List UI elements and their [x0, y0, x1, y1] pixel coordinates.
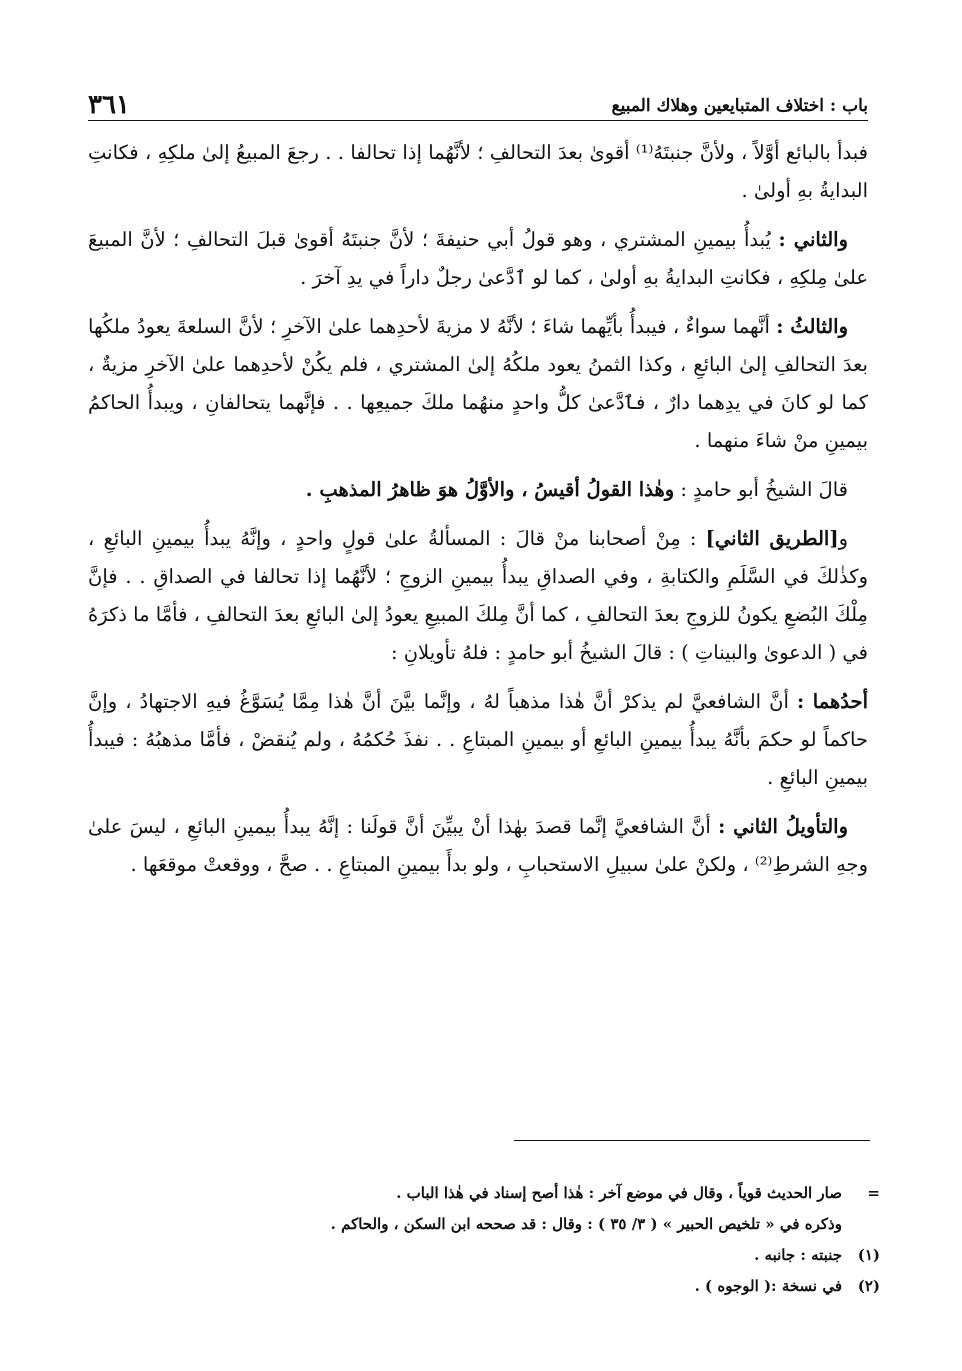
- paragraph-6-text: أنَّ الشافعيَّ لم يذكرْ أنَّ هٰذا مذهباً لهُ ، وإنَّما بيَّنَ أنَّ هٰذا مِمَّا يُسَوَّغُ فيهِ الاجتهادُ ، وإنَّ حاكماً لو حكمَ بأنَّهُ يبدأُ بيمينِ البائعِ أو بيمينِ المبتاعِ . . نفذَ حُكمُهُ ، ولم يُنقضْ ، فأمَّا مذهبُهُ : فيبدأُ بيمينِ البائعِ .: [88, 690, 868, 789]
- paragraph-3: [88, 308, 868, 460]
- paragraph-7-lead: والتأويلُ الثاني :: [718, 815, 848, 838]
- paragraph-5-text: : مِنْ أصحابنا منْ قالَ : المسألةُ علىٰ قولٍ واحدٍ ، وإنَّهُ يبدأُ بيمينِ البائعِ ، وكذٰلكَ في السَّلَمِ والكتابةِ ، وفي الصداقِ يبدأُ بيمينِ الزوجِ ؛ لأنَّهُما إذا تحالفا في الصداقِ . . فإنَّ مِلْكَ البُضعِ يكونُ للزوجِ بعدَ التحالفِ ، كما أنَّ مِلكَ المبيعِ يعودُ إلىٰ البائعِ بعدَ التحالفِ ، فأمَّا ما ذكرَهُ في ( الدعوىٰ والبيناتِ ) : قالَ الشيخُ أبو حامدٍ : فلهُ تأويلانِ :: [88, 527, 868, 664]
- running-title: باب : اختلاف المتبايعين وهلاك المبيع: [611, 96, 868, 116]
- paragraph-5-lead: [الطريق الثاني]: [705, 527, 839, 550]
- footnote-continuation-line-1: صار الحديث قوياً ، وقال في موضع آخر : هٰذا أصح إسناد في هٰذا الباب .: [396, 1184, 842, 1202]
- paragraph-6-lead: أحدُهما :: [796, 690, 868, 713]
- page-header: [88, 86, 868, 121]
- paragraph-7-text: أنَّ الشافعيَّ إنَّما قصدَ بهٰذا أنْ يبيِّنَ أنَّ قولَنا : إنَّهُ يبدأُ بيمينِ البائعِ ، ليسَ علىٰ وجهِ الشرطِ⁽²⁾ ، ولكنْ علىٰ سبيلِ الاستحبابِ ، ولو بدأَ بيمينِ المبتاعِ . . صحَّ ، ووقعتْ موقعَها .: [88, 815, 868, 876]
- paragraph-7: [88, 808, 868, 884]
- footnotes: [120, 1178, 880, 1302]
- paragraph-1: [88, 134, 868, 210]
- paragraph-4-bold: وهٰذا القولُ أقيسُ ، والأوَّلُ هوَ ظاهرُ المذهبِ .: [305, 478, 675, 501]
- paragraph-5: [88, 520, 868, 672]
- paragraph-1-text: فبدأ بالبائع أوَّلاً ، ولأنَّ جنبتَهُ⁽¹⁾ أقوىٰ بعدَ التحالفِ ؛ لأنَّهُما إذا تحالفا . . رجعَ المبيعُ إلىٰ ملكِهِ ، فكانتِ البدايةُ بهِ أولىٰ .: [88, 141, 868, 202]
- paragraph-2: [88, 221, 868, 297]
- main-text: [88, 134, 868, 895]
- paragraph-4-text: قالَ الشيخُ أبو حامدٍ :: [674, 478, 848, 501]
- footnote-2-marker: (٢): [857, 1277, 880, 1295]
- footnote-continuation: [120, 1178, 880, 1209]
- paragraph-4: [88, 471, 868, 509]
- paragraph-2-text: يُبدأُ بيمينِ المشتري ، وهو قولُ أبي حنيفةَ ؛ لأنَّ جنبتَهُ أقوىٰ قبلَ التحالفِ ؛ لأنَّ المبيعَ علىٰ مِلكِهِ ، فكانتِ البدايةُ بهِ أولىٰ ، كما لو ٱدَّعىٰ رجلٌ داراً في يدِ آخرَ .: [88, 228, 868, 289]
- footnote-2-text: في نسخة :( الوجوه ) .: [694, 1277, 842, 1295]
- paragraph-2-lead: والثاني :: [778, 228, 848, 251]
- footnote-1: [120, 1240, 880, 1271]
- paragraph-3-lead: والثالثُ :: [776, 315, 848, 338]
- footnote-continuation-line-2: وذكره في « تلخيص الحبير » ( ٣/ ٣٥ ) : وقال : قد صححه ابن السكن ، والحاكم .: [330, 1215, 842, 1233]
- paragraph-5-prefix: و: [838, 527, 848, 550]
- page-number: ٣٦١: [88, 90, 130, 120]
- footnote-1-marker: (١): [857, 1246, 880, 1264]
- footnote-separator: [514, 1140, 870, 1141]
- paragraph-3-text: أنَّهما سواءٌ ، فيبدأُ بأيِّهما شاءَ ؛ لأنَّهُ لا مزيةَ لأحدِهما علىٰ الآخرِ ؛ لأنَّ السلعةَ يعودُ ملكُها بعدَ التحالفِ إلىٰ البائعِ ، وكذا الثمنُ يعود ملكُهُ إلىٰ المشتري ، فلم يكُنْ لأحدِهما علىٰ الآخرِ مزيةٌ ، كما لو كانَ في يدِهما دارٌ ، فٱدَّعىٰ كلُّ واحدٍ منهُما ملكَ جميعِها . . فإنَّهما يتحالفانِ ، ويبدأُ الحاكمُ بيمينِ منْ شاءَ منهما .: [88, 315, 868, 452]
- footnote-spacer: [842, 1209, 880, 1240]
- footnote-2: [120, 1271, 880, 1302]
- footnote-continuation-marker: =: [867, 1184, 880, 1202]
- footnote-continuation-2: [120, 1209, 880, 1240]
- footnote-1-text: جنبته : جانبه .: [754, 1246, 842, 1264]
- paragraph-6: [88, 683, 868, 797]
